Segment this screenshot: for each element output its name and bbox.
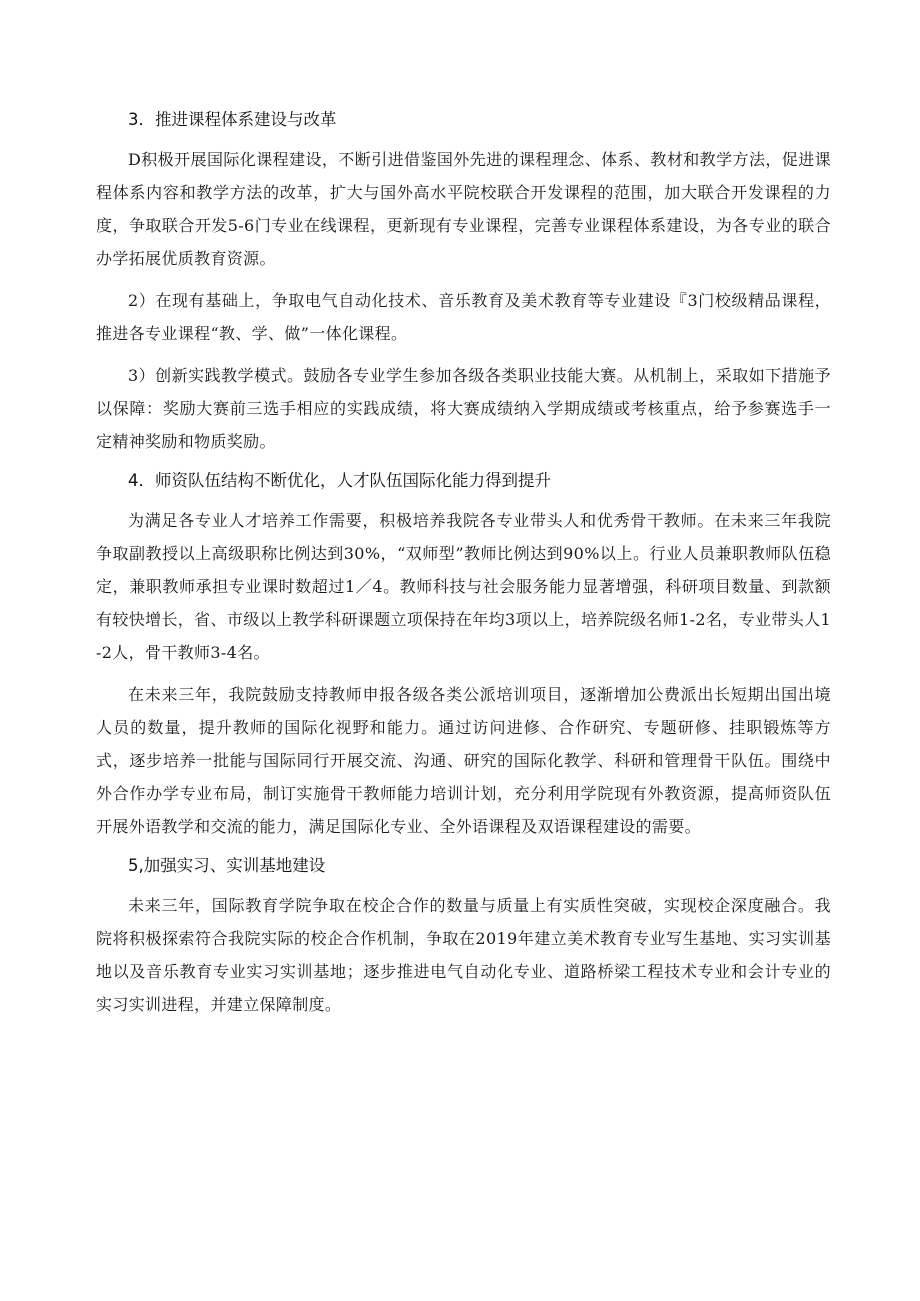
paragraph: D积极开展国际化课程建设，不断引进借鉴国外先进的课程理念、体系、教材和教学方法，促进课程体系内容和教学方法的改革，扩大与国外高水平院校联合开发课程的范围，加大联合开发课程的力度，争取联合开发5-6门专业在线课程，更新现有专业课程，完善专业课程体系建设，为各专业的联合办学拓展优质教育资源。: [96, 150, 831, 268]
section-heading-5: 5,加强实习、实训基地建设: [128, 856, 326, 875]
paragraph: 在未来三年，我院鼓励支持教师申报各级各类公派培训项目，逐渐增加公费派出长短期出国出境人员的数量，提升教师的国际化视野和能力。通过访问进修、合作研究、专题研修、挂职锻炼等方式，逐步培养一批能与国际同行开展交流、沟通、研究的国际化教学、科研和管理骨干队伍。围绕中外合作办学专业布局，制订实施骨干教师能力培训计划，充分利用学院现有外教资源，提高师资队伍开展外语教学和交流的能力，满足国际化专业、全外语课程及双语课程建设的需要。: [96, 685, 831, 836]
section-heading-3: 3．推进课程体系建设与改革: [128, 110, 337, 129]
document-body: [96, 106, 831, 1021]
paragraph: 为满足各专业人才培养工作需要，积极培养我院各专业带头人和优秀骨干教师。在未来三年我院争取副教授以上高级职称比例达到30%，“双师型”教师比例达到90%以上。行业人员兼职教师队伍稳定，兼职教师承担专业课时数超过1／4。教师科技与社会服务能力显著增强，科研项目数量、到款额有较快增长，省、市级以上教学科研课题立项保持在年均3项以上，培养院级名师1-2名，专业带头人1-2人，骨干教师3-4名。: [96, 511, 831, 662]
section-heading-4: 4．师资队伍结构不断优化，人才队伍国际化能力得到提升: [128, 471, 551, 490]
paragraph: 3）创新实践教学模式。鼓励各专业学生参加各级各类职业技能大赛。从机制上，采取如下措施予以保障：奖励大赛前三选手相应的实践成绩，将大赛成绩纳入学期成绩或考核重点，给予参赛选手一定精神奖励和物质奖励。: [96, 366, 831, 451]
paragraph: 2）在现有基础上，争取电气自动化技术、音乐教育及美术教育等专业建设『3门校级精品课程，推进各专业课程“教、学、做”一体化课程。: [96, 291, 831, 343]
paragraph: 未来三年，国际教育学院争取在校企合作的数量与质量上有实质性突破，实现校企深度融合。我院将积极探索符合我院实际的校企合作机制，争取在2019年建立美术教育专业写生基地、实习实训基地以及音乐教育专业实习实训基地；逐步推进电气自动化专业、道路桥梁工程技术专业和会计专业的实习实训进程，并建立保障制度。: [96, 896, 831, 1014]
